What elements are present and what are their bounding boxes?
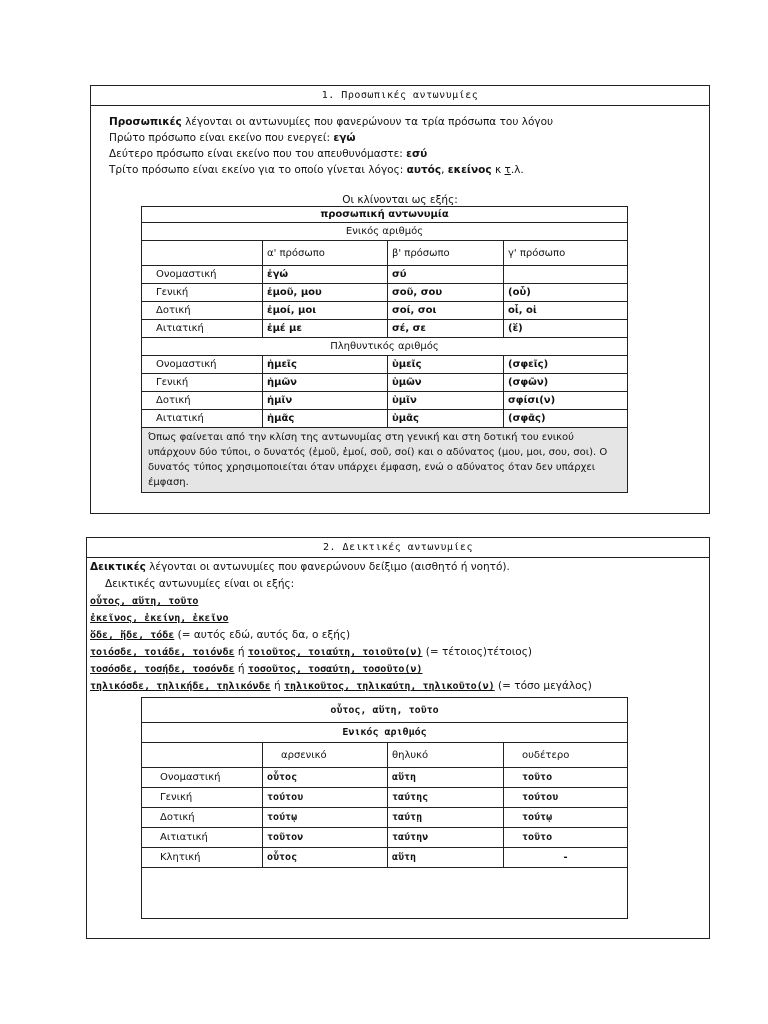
table-row: Ονομαστική ἡμεῖς ὑμεῖς (σφεῖς) [142,356,628,374]
empty-cell [142,743,263,768]
empty-row [142,868,628,919]
pronoun-forms: οὗτος, αὕτη, τοῦτο [90,596,199,607]
table-row: Αιτιατική ἡμᾶς ὑμᾶς (σφᾶς) [142,410,628,428]
intro-line: Προσωπικές λέγονται οι αντωνυμίες που φανερώνουν τα τρία πρόσωπα του λόγου [109,116,554,128]
table-row: Δοτική ἐμοί, μοι σοί, σοι οἷ, οἱ [142,302,628,320]
personal-pronoun-table [141,206,628,493]
col-header: θηλυκό [388,743,504,768]
intro-line: τοσόσδε, τοσήδε, τοσόνδε ή τοσοῦτος, τοσαύτη, τοσοῦτο(ν) [90,663,423,675]
section-title: 1. Προσωπικές αντωνυμίες [91,86,709,106]
intro-line: τοιόσδε, τοιάδε, τοιόνδε ή τοιοῦτος, τοιαύτη, τοιοῦτο(ν) (= τέτοιος)τέτοιος) [90,646,532,658]
table-title: προσωπική αντωνυμία [142,207,628,223]
intro-line: Δεικτικές αντωνυμίες είναι οι εξής: [105,578,295,590]
demonstrative-pronoun-table [141,697,628,919]
table-row: Ονομαστική ἐγώ σύ [142,266,628,284]
col-header: α' πρόσωπο [263,241,388,266]
intro-text [109,114,553,178]
intro-line: Δεικτικές λέγονται οι αντωνυμίες που φανερώνουν δείξιμο (αισθητό ή νοητό). [90,561,510,573]
pronoun-forms: ἐκεῖνος, ἐκείνη, ἐκεῖνο [90,613,229,624]
empty-cell [142,241,263,266]
table-row: Κλητική οὗτος αὕτη - [142,848,628,868]
singular-header: Ενικός αριθμός [142,723,628,743]
singular-header: Ενικός αριθμός [142,223,628,241]
table-row: Ονομαστική οὗτος αὕτη τοῦτο [142,768,628,788]
intro-text [90,559,592,695]
table-note: Όπως φαίνεται από την κλίση της αντωνυμίας στη γενική και στη δοτική του ενικού υπάρχουν δύο τύποι, ο δυνατός (ἐμοῦ, ἐμοί, σοῦ, σοί) και ο αδύνατος (μου, μοι, σου, σοι). Ο δυνατός τύπος χρησιμοποιείται όταν υπάρχει έμφαση, ενώ ο αδύνατος όταν δεν υπάρχει έμφαση. [142,428,628,493]
table-row: Δοτική τούτῳ ταύτῃ τούτῳ [142,808,628,828]
table-title: οὗτος, αὕτη, τοῦτο [142,698,628,723]
col-header: γ' πρόσωπο [504,241,628,266]
table-row: Γενική τούτου ταύτης τούτου [142,788,628,808]
col-header: β' πρόσωπο [388,241,504,266]
section-title: 2. Δεικτικές αντωνυμίες [87,538,709,558]
plural-header: Πληθυντικός αριθμός [142,338,628,356]
table-row: Δοτική ἡμῖν ὑμῖν σφίσι(ν) [142,392,628,410]
intro-line: Πρώτο πρόσωπο είναι εκείνο που ενεργεί: εγώ [109,132,356,144]
col-header: αρσενικό [263,743,388,768]
col-header: ουδέτερο [504,743,628,768]
table-row: Αιτιατική τοῦτον ταύτην τοῦτο [142,828,628,848]
intro-line: Δεύτερο πρόσωπο είναι εκείνο που του απευθυνόμαστε: εσύ [109,148,428,160]
intro-line: τηλικόσδε, τηλικήδε, τηλικόνδε ή τηλικοῦτος, τηλικαύτη, τηλικοῦτο(ν) (= τόσο μεγάλος) [90,680,592,692]
intro-line: Τρίτο πρόσωπο είναι εκείνο για το οποίο γίνεται λόγος: αυτός, εκείνος κ τ.λ. [109,164,524,176]
table-row: Γενική ἡμῶν ὑμῶν (σφῶν) [142,374,628,392]
table-row: Γενική ἐμοῦ, μου σοῦ, σου (οὗ) [142,284,628,302]
table-intro: Οι κλίνονται ως εξής: [342,194,458,206]
intro-line: ὅδε, ἥδε, τόδε (= αυτός εδώ, αυτός δα, ο εξής) [90,629,351,641]
table-row: Αιτιατική ἐμέ με σέ, σε (ἕ) [142,320,628,338]
